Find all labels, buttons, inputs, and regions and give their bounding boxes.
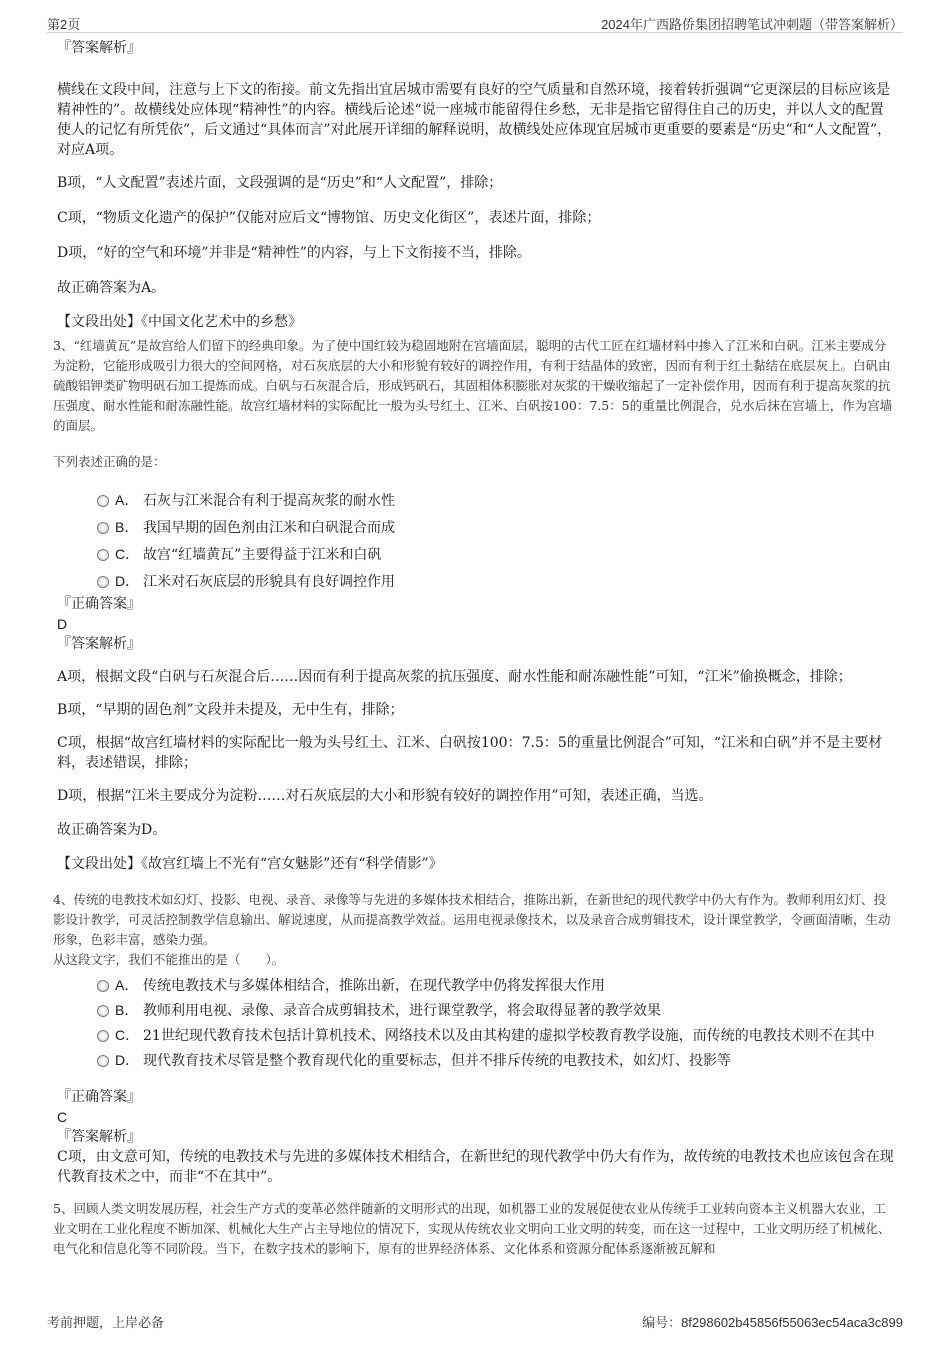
q3-analysis-conclusion: 故正确答案为D。 xyxy=(57,822,167,838)
q3-correct-answer: D xyxy=(57,616,68,632)
radio-icon[interactable] xyxy=(97,522,109,534)
q3-analysis-b: B项，“早期的固色剂”文段并未提及，无中生有，排除； xyxy=(57,702,404,718)
q3-option-c[interactable]: C． 故宫“红墙黄瓦”主要得益于江米和白矾 xyxy=(57,542,895,567)
q4-option-d[interactable]: D． 现代教育技术尽管是整个教育现代化的重要标志，但并不排斥传统的电教技术，如幻灯、投影等 xyxy=(57,1048,895,1073)
q3-analysis-label: 『答案解析』 xyxy=(57,636,141,652)
page-content xyxy=(53,38,895,1259)
q4-option-a[interactable]: A． 传统电教技术与多媒体相结合，推陈出新，在现代教学中仍将发挥很大作用 xyxy=(57,973,895,998)
q2-analysis-p1: 横线在文段中间，注意与上下文的衔接。前文先指出宜居城市需要有良好的空气质量和自然环境，接着转折强调“它更深层的目标应该是精神性的”。故横线处应体现“精神性”的内容。横线后论述“说一座城市能留得住乡愁，无非是指它留得住自己的历史，并以人文的配置使人的记忆有所凭依”，后文通过“具体而言”对此展开详细的解释说明，故横线处应体现宜居城市更重要的要素是“历史”和“人文配置”，对应A项。 xyxy=(57,82,892,158)
q2-source: 【文段出处】《中国文化艺术中的乡愁》 xyxy=(57,314,302,330)
q3-option-a[interactable]: A． 石灰与江米混合有利于提高灰浆的耐水性 xyxy=(57,488,895,513)
q4-option-c[interactable]: C． 21世纪现代教育技术包括计算机技术、网络技术以及由其构建的虚拟学校教育教学设施，而传统的电教技术则不在其中 xyxy=(57,1023,895,1048)
radio-icon[interactable] xyxy=(97,1005,109,1017)
q2-analysis-p4: D项，“好的空气和环境”并非是“精神性”的内容，与上下文衔接不当，排除。 xyxy=(57,245,531,261)
q3-correct-label: 『正确答案』 xyxy=(57,596,141,612)
q3-analysis-c: C项，根据“故宫红墙材料的实际配比一般为头号红土、江米、白矾按100：7.5：5的重量比例混合”可知，“江米和白矾”并不是主要材料，表述错误，排除； xyxy=(57,735,883,771)
q4-correct-answer: C xyxy=(57,1109,68,1125)
document-title: 2024年广西路侨集团招聘笔试冲刺题（带答案解析） xyxy=(601,17,903,32)
radio-icon[interactable] xyxy=(97,1055,109,1067)
document-id: 编号：8f298602b45856f55063ec54aca3c899 xyxy=(642,1315,903,1330)
q4-options xyxy=(57,973,895,1073)
q3-option-d[interactable]: D． 江米对石灰底层的形貌具有良好调控作用 xyxy=(57,569,895,594)
page-header xyxy=(47,10,903,33)
radio-icon[interactable] xyxy=(97,495,109,507)
radio-icon[interactable] xyxy=(97,1030,109,1042)
q3-analysis-a: A项，根据文段“白矾与石灰混合后……因而有利于提高灰浆的抗压强度、耐水性能和耐冻融性能”可知，“江米”偷换概念，排除； xyxy=(57,669,852,685)
page-number: 第2页 xyxy=(47,17,81,32)
q3-option-b[interactable]: B． 我国早期的固色剂由江米和白矾混合而成 xyxy=(57,515,895,540)
q2-analysis-p3: C项，“物质文化遗产的保护”仅能对应后文“博物馆、历史文化街区”，表述片面，排除； xyxy=(57,210,601,226)
q4-question: 从这段文字，我们不能推出的是（ ）。 xyxy=(53,952,285,967)
q4-analysis-label: 『答案解析』 xyxy=(57,1129,141,1145)
q4-correct-label: 『正确答案』 xyxy=(57,1089,141,1105)
radio-icon[interactable] xyxy=(97,576,109,588)
footer-slogan: 考前押题，上岸必备 xyxy=(47,1316,165,1331)
q2-analysis-p2: B项，“人文配置”表述片面，文段强调的是“历史”和“人文配置”，排除； xyxy=(57,175,503,191)
q4-option-b[interactable]: B． 教师利用电视、录像、录音合成剪辑技术，进行课堂教学，将会取得显著的教学效果 xyxy=(57,998,895,1023)
q3-passage: 3、“红墙黄瓦”是故宫给人们留下的经典印象。为了使中国红较为稳固地附在宫墙面层，聪明的古代工匠在红墙材料中掺入了江米和白矾。江米主要成分为淀粉，它能形成吸引力很大的空间网格，对石灰底层的大小和形貌有较好的调控作用，有利于结晶体的致密，因而有利于红土黏结在底层灰上。白矾由硫酸铝钾类矿物明矾石加工提炼而成。白矾与石灰混合后，形成钙矾石，其固相体积膨胀对灰浆的干燥收缩起了一定补偿作用，因而有利于提高灰浆的抗压强度、耐水性能和耐冻融性能。故宫红墙材料的实际配比一般为头号红土、江米、白矾按100：7.5：5的重量比例混合，兑水后抹在宫墙上，作为宫墙的面层。 xyxy=(53,338,893,433)
radio-icon[interactable] xyxy=(97,549,109,561)
q3-options xyxy=(57,488,895,594)
radio-icon[interactable] xyxy=(97,980,109,992)
q4-passage: 4、传统的电教技术如幻灯、投影、电视、录音、录像等与先进的多媒体技术相结合，推陈出新，在新世纪的现代教学中仍大有作为。教师利用幻灯、投影设计教学，可灵活控制教学信息输出、解说速度，从而提高教学效益。运用电视录像技术，以及录音合成剪辑技术，设计课堂教学，令画面清晰，生动形象，色彩丰富，感染力强。 xyxy=(53,892,891,947)
q5-passage: 5、回顾人类文明发展历程，社会生产方式的变革必然伴随新的文明形式的出现，如机器工业的发展促使农业从传统手工业转向资本主义机器大农业，工业文明在工业化程度不断加深、机械化大生产占主导地位的情况下，实现从传统农业文明向工业文明的转变，而在这一过程中，工业文明历经了机械化、电气化和信息化等不同阶段。当下，在数字技术的影响下，原有的世界经济体系、文化体系和资源分配体系逐渐被瓦解和 xyxy=(53,1201,891,1256)
q2-analysis-label: 『答案解析』 xyxy=(57,40,141,56)
page-footer xyxy=(47,1312,903,1331)
q3-analysis-d: D项，根据“江米主要成分为淀粉……对石灰底层的大小和形貌有较好的调控作用”可知，表述正确，当选。 xyxy=(57,788,713,804)
q3-question: 下列表述正确的是： xyxy=(53,454,166,469)
q3-source: 【文段出处】《故宫红墙上不光有“宫女魅影”还有“科学倩影”》 xyxy=(57,856,443,872)
q4-analysis-c: C项，由文意可知，传统的电教技术与先进的多媒体技术相结合，在新世纪的现代教学中仍大有作为，故传统的电教技术也应该包含在现代教育技术之中，而非“不在其中”。 xyxy=(57,1149,894,1185)
q2-analysis-p5: 故正确答案为A。 xyxy=(57,280,166,296)
